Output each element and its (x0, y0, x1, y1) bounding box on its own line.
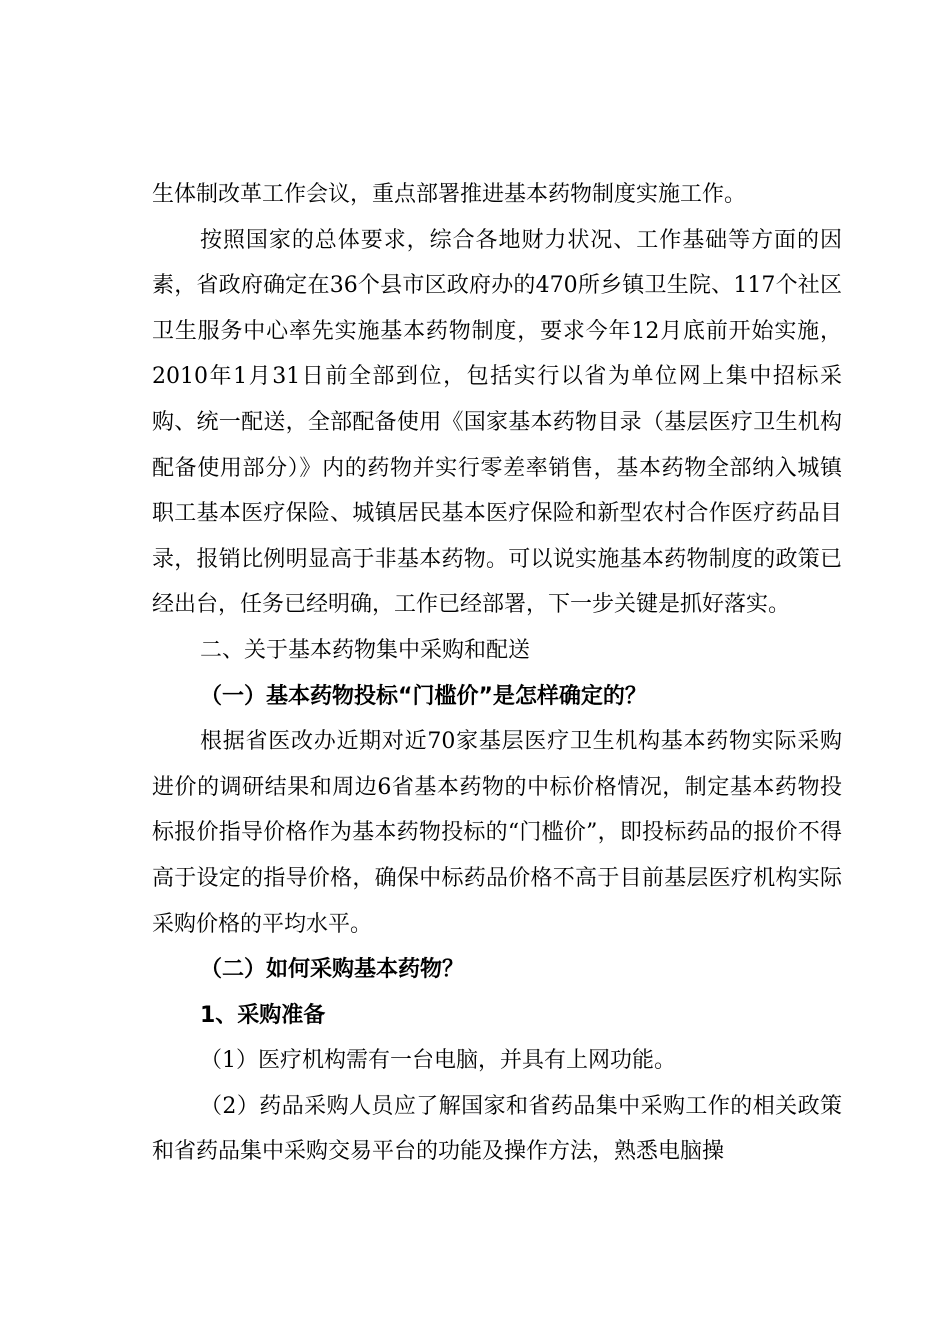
subheading-threshold-price: （一）基本药物投标“门槛价”是怎样确定的？ (200, 683, 647, 709)
list-item-staff-requirement: （2）药品采购人员应了解国家和省药品集中采购工作的相关政策和省药品集中采购交易平台的功能及操作方法，熟悉电脑操 (152, 1093, 842, 1165)
subheading-how-to-procure: （二）如何采购基本药物？ (200, 957, 465, 983)
paragraph-national-requirements: 按照国家的总体要求，综合各地财力状况、工作基础等方面的因素，省政府确定在36个县市区政府办的470所乡镇卫生院、117个社区卫生服务中心率先实施基本药物制度，要求今年12月底前开始实施，2010年1月31日前全部到位，包括实行以省为单位网上集中招标采购、统一配送，全部配备使用《国家基本药物目录（基层医疗卫生机构配备使用部分）》内的药物并实行零差率销售，基本药物全部纳入城镇职工基本医疗保险、城镇居民基本医疗保险和新型农村合作医疗药品目录，报销比例明显高于非基本药物。可以说实施基本药物制度的政策已经出台，任务已经明确，工作已经部署，下一步关键是抓好落实。 (152, 227, 842, 618)
subheading-procurement-preparation: 1、采购准备 (200, 1002, 326, 1028)
paragraph-continuation: 生体制改革工作会议，重点部署推进基本药物制度实施工作。 (152, 182, 747, 207)
paragraph-threshold-price: 根据省医改办近期对近70家基层医疗卫生机构基本药物实际采购进价的调研结果和周边6省基本药物的中标价格情况，制定基本药物投标报价指导价格作为基本药物投标的“门槛价”，即投标药品的报价不得高于设定的指导价格，确保中标药品价格不高于目前基层医疗机构实际采购价格的平均水平。 (152, 729, 842, 937)
section-heading-procurement: 二、关于基本药物集中采购和配送 (200, 637, 531, 663)
document-body (152, 172, 842, 1175)
list-item-computer-requirement: （1）医疗机构需有一台电脑，并具有上网功能。 (200, 1048, 676, 1074)
